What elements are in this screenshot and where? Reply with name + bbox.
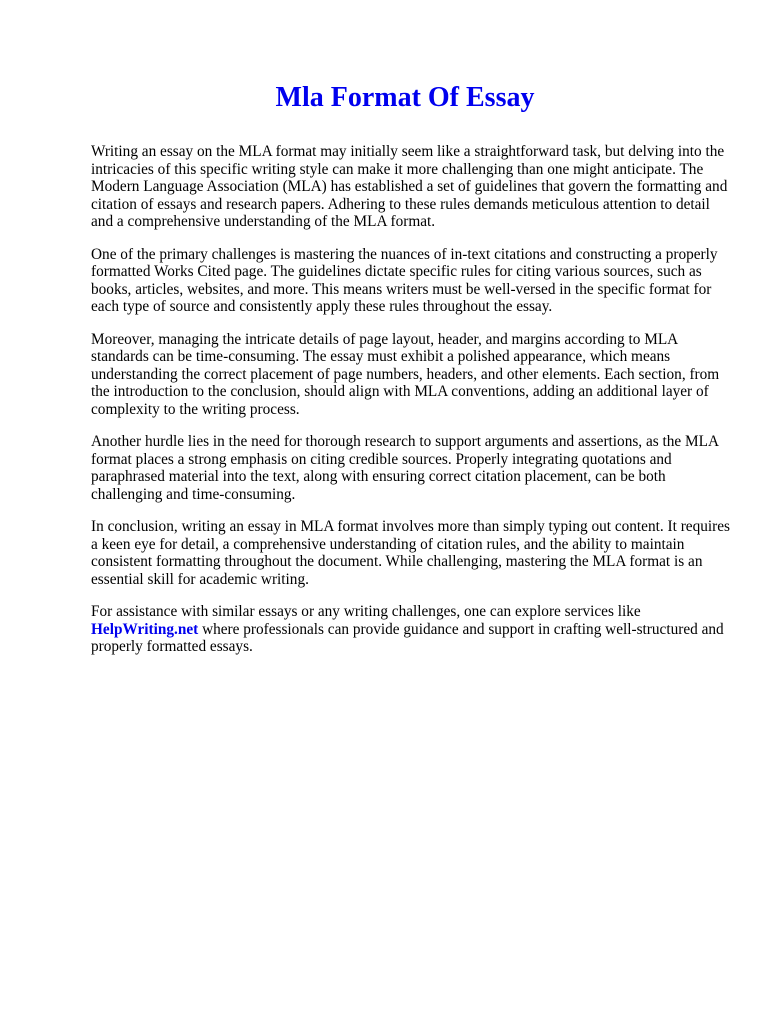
helpwriting-link[interactable]: HelpWriting.net <box>91 620 199 638</box>
paragraph-4: Another hurdle lies in the need for thorough research to support arguments and assertions, as the MLA format places a strong emphasis on citing credible sources. Properly integrating quotations and paraphrased material into the text, along with ensuring correct citation placement, can be both challenging and time-consuming. <box>91 433 719 503</box>
page-title: Mla Format Of Essay <box>275 82 535 113</box>
paragraph-1: Writing an essay on the MLA format may initially seem like a straightforward task, but delving into the intricacies of this specific writing style can make it more challenging than one might anticipate. The Modern Language Association (MLA) has established a set of guidelines that govern the formatting and citation of essays and research papers. Adhering to these rules demands meticulous attention to detail and a comprehensive understanding of the MLA format. <box>91 143 728 230</box>
paragraph-2: One of the primary challenges is mastering the nuances of in-text citations and constructing a properly formatted Works Cited page. The guidelines dictate specific rules for citing various sources, such as books, articles, websites, and more. This means writers must be well-versed in the specific format for each type of source and consistently apply these rules throughout the essay. <box>91 245 718 315</box>
paragraph-5: In conclusion, writing an essay in MLA format involves more than simply typing out content. It requires a keen eye for detail, a comprehensive understanding of citation rules, and the ability to maintain consistent formatting throughout the document. While challenging, mastering the MLA format is an essential skill for academic writing. <box>91 518 730 588</box>
closing-text-after-link: where professionals can provide guidance and support in crafting well-structured and properly formatted essays. <box>91 620 724 655</box>
closing-text-before-link: For assistance with similar essays or any writing challenges, one can explore services like <box>91 603 641 620</box>
paragraph-3: Moreover, managing the intricate details of page layout, header, and margins according to MLA standards can be time-consuming. The essay must exhibit a polished appearance, which means understanding the correct placement of page numbers, headers, and other elements. Each section, from the introduction to the conclusion, should align with MLA conventions, adding an additional layer of complexity to the writing process. <box>91 330 720 418</box>
closing-paragraph <box>91 603 731 656</box>
essay-body <box>91 143 731 671</box>
